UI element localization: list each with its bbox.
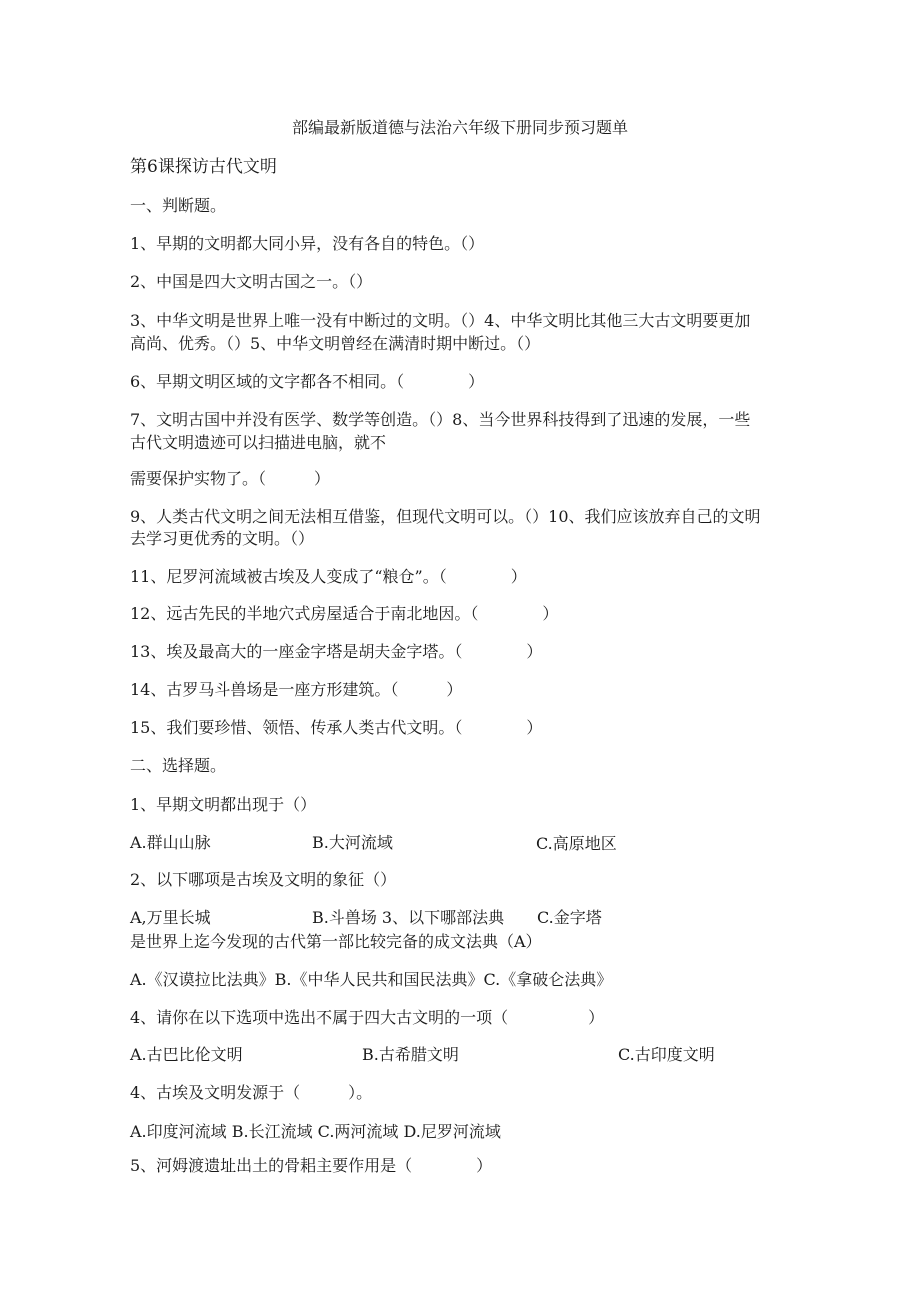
option-a: A.群山山脉	[130, 833, 211, 852]
question-line: 2、中国是四大文明古国之一。（）	[130, 272, 373, 291]
page-title: 部编最新版道德与法治六年级下册同步预习题单	[291, 118, 628, 137]
question-line: 去学习更优秀的文明。（）	[130, 529, 315, 548]
option-b: B.大河流域	[312, 833, 393, 852]
question-line: 15、我们要珍惜、领悟、传承人类古代文明。（ ）	[130, 718, 543, 737]
option-a: A.古巴比伦文明	[130, 1045, 243, 1064]
options-line: A.印度河流域 B.长江流域 C.两河流域 D.尼罗河流域	[130, 1122, 501, 1141]
question-line: 需要保护实物了。（ ）	[130, 469, 331, 488]
question-line: 1、早期文明都出现于（）	[130, 795, 317, 814]
option-b: B.古希腊文明	[362, 1045, 459, 1064]
lesson-title: 第6课探访古代文明	[130, 157, 277, 177]
question-line: 1、早期的文明都大同小异，没有各自的特色。（）	[130, 234, 485, 253]
question-line: 4、古埃及文明发源于（ ）。	[130, 1083, 373, 1102]
option-c: C.高原地区	[536, 834, 617, 853]
option-a: A,万里长城	[130, 908, 211, 927]
question-line: 高尚、优秀。（）5、中华文明曾经在满清时期中断过。（）	[130, 334, 541, 353]
question-line: 是世界上迄今发现的古代第一部比较完备的成文法典（A）	[130, 932, 542, 951]
question-line: 9、人类古代文明之间无法相互借鉴，但现代文明可以。（）10、我们应该放弃自己的文明	[130, 507, 761, 526]
question-line: 12、远古先民的半地穴式房屋适合于南北地因。（ ）	[130, 604, 559, 623]
option-c: C.金字塔	[537, 908, 602, 927]
question-line: 5、河姆渡遗址出土的骨耜主要作用是（ ）	[130, 1156, 493, 1175]
options-line: A.《汉谟拉比法典》B.《中华人民共和国民法典》C.《拿破仑法典》	[130, 970, 613, 989]
question-line: 4、请你在以下选项中选出不属于四大古文明的一项（ ）	[130, 1008, 605, 1027]
question-line: 古代文明遗迹可以扫描进电脑，就不	[130, 433, 387, 452]
question-line: 11、尼罗河流域被古埃及人变成了“粮仓”。（ ）	[130, 567, 527, 586]
question-line: 13、埃及最高大的一座金字塔是胡夫金字塔。（ ）	[130, 642, 543, 661]
question-line: 7、文明古国中并没有医学、数学等创造。（）8、当今世界科技得到了迅速的发展，一些	[130, 410, 751, 429]
section-heading-judgment: 一、判断题。	[130, 196, 227, 215]
option-b: B.斗兽场 3、以下哪部法典	[312, 908, 505, 927]
question-line: 2、以下哪项是古埃及文明的象征（）	[130, 870, 397, 889]
question-line: 6、早期文明区域的文字都各不相同。（ ）	[130, 372, 485, 391]
question-line: 3、中华文明是世界上唯一没有中断过的文明。（）4、中华文明比其他三大古文明要更加	[130, 311, 751, 330]
option-c: C.古印度文明	[618, 1045, 715, 1064]
section-heading-choice: 二、选择题。	[130, 756, 227, 775]
question-line: 14、古罗马斗兽场是一座方形建筑。（ ）	[130, 680, 463, 699]
